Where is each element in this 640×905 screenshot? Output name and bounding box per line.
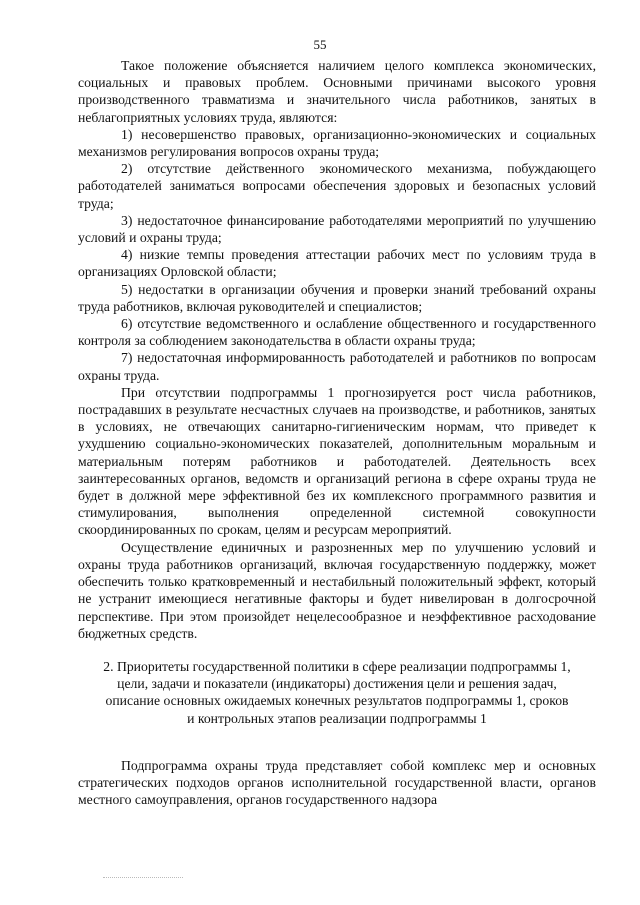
section-heading-line: и контрольных этапов реализации подпрограммы 1 <box>187 710 487 726</box>
page-number: 55 <box>313 37 327 52</box>
section-heading-line: цели, задачи и показатели (индикаторы) достижения цели и решения задач, <box>117 676 557 692</box>
paragraph-subprogram-description: Подпрограмма охраны труда представляет собой комплекс мер и основных стратегических подходов органов исполнительной государственной власти, органов местного самоуправления, органов государственного надзора <box>78 757 596 808</box>
list-item-6: 6) отсутствие ведомственного и ослабление общественного и государственного контроля за соблюдением законодательства в области охраны труда; <box>78 316 596 349</box>
spacer <box>78 727 596 757</box>
list-item-1: 1) несовершенство правовых, организационно-экономических и социальных механизмов регулирования вопросов охраны труда; <box>78 126 596 160</box>
paragraph-fragmented-measures: Осуществление единичных и разрозненных мер по улучшению условий и охраны труда работников организаций, включая государственную поддержку, может обеспечить только кратковременный и нестабильный положительный эффект, который не устранит имеющиеся негативные факторы и будет нивелирован в долгосрочной перспективе. При этом произойдет нецелесообразное и неэффективное расходование бюджетных средств. <box>78 539 596 641</box>
list-item-4: 4) низкие темпы проведения аттестации рабочих мест по условиям труда в организациях Орловской области; <box>78 247 596 280</box>
paragraph-without-subprogram: При отсутствии подпрограммы 1 прогнозируется рост числа работников, пострадавших в результате несчастных случаев на производстве, и работников, занятых в условиях, не отвечающих санитарно-гигиеническим нормам, что приведет к ухудшению социально-экономических показателей, дополнительным моральным и материальным потерям работников и работодателей. Деятельность всех заинтересованных органов, ведомств и организаций региона в сфере охраны труда не будет в должной мере эффективной без их комплексного программного развития и стимулирования, выполнения определенной системной совокупности скоординированных по срокам, целям и ресурсам мероприятий. <box>78 384 596 538</box>
section-heading <box>78 658 596 727</box>
list-item-7: 7) недостаточная информированность работодателей и работников по вопросам охраны труда. <box>78 350 596 383</box>
paragraph-intro: Такое положение объясняется наличием целого комплекса экономических, социальных и правовых проблем. Основными причинами высокого уровня производственного травматизма и значительного числа работников, занятых в неблагоприятных условиях труда, являются: <box>78 58 596 125</box>
section-heading-line: описание основных ожидаемых конечных результатов подпрограммы 1, сроков <box>105 693 569 709</box>
list-item-2: 2) отсутствие действенного экономического механизма, побуждающего работодателей заниматься вопросами обеспечения здоровых и безопасных условий труда; <box>78 161 596 211</box>
document-body <box>78 57 596 808</box>
list-item-5: 5) недостатки в организации обучения и проверки знаний требований охраны труда работников, включая руководителей и специалистов; <box>78 281 596 314</box>
scan-artifact <box>103 877 183 879</box>
section-heading-line: 2. Приоритеты государственной политики в сфере реализации подпрограммы 1, <box>103 658 571 674</box>
list-item-3: 3) недостаточное финансирование работодателями мероприятий по улучшению условий и охраны труда; <box>78 212 596 246</box>
